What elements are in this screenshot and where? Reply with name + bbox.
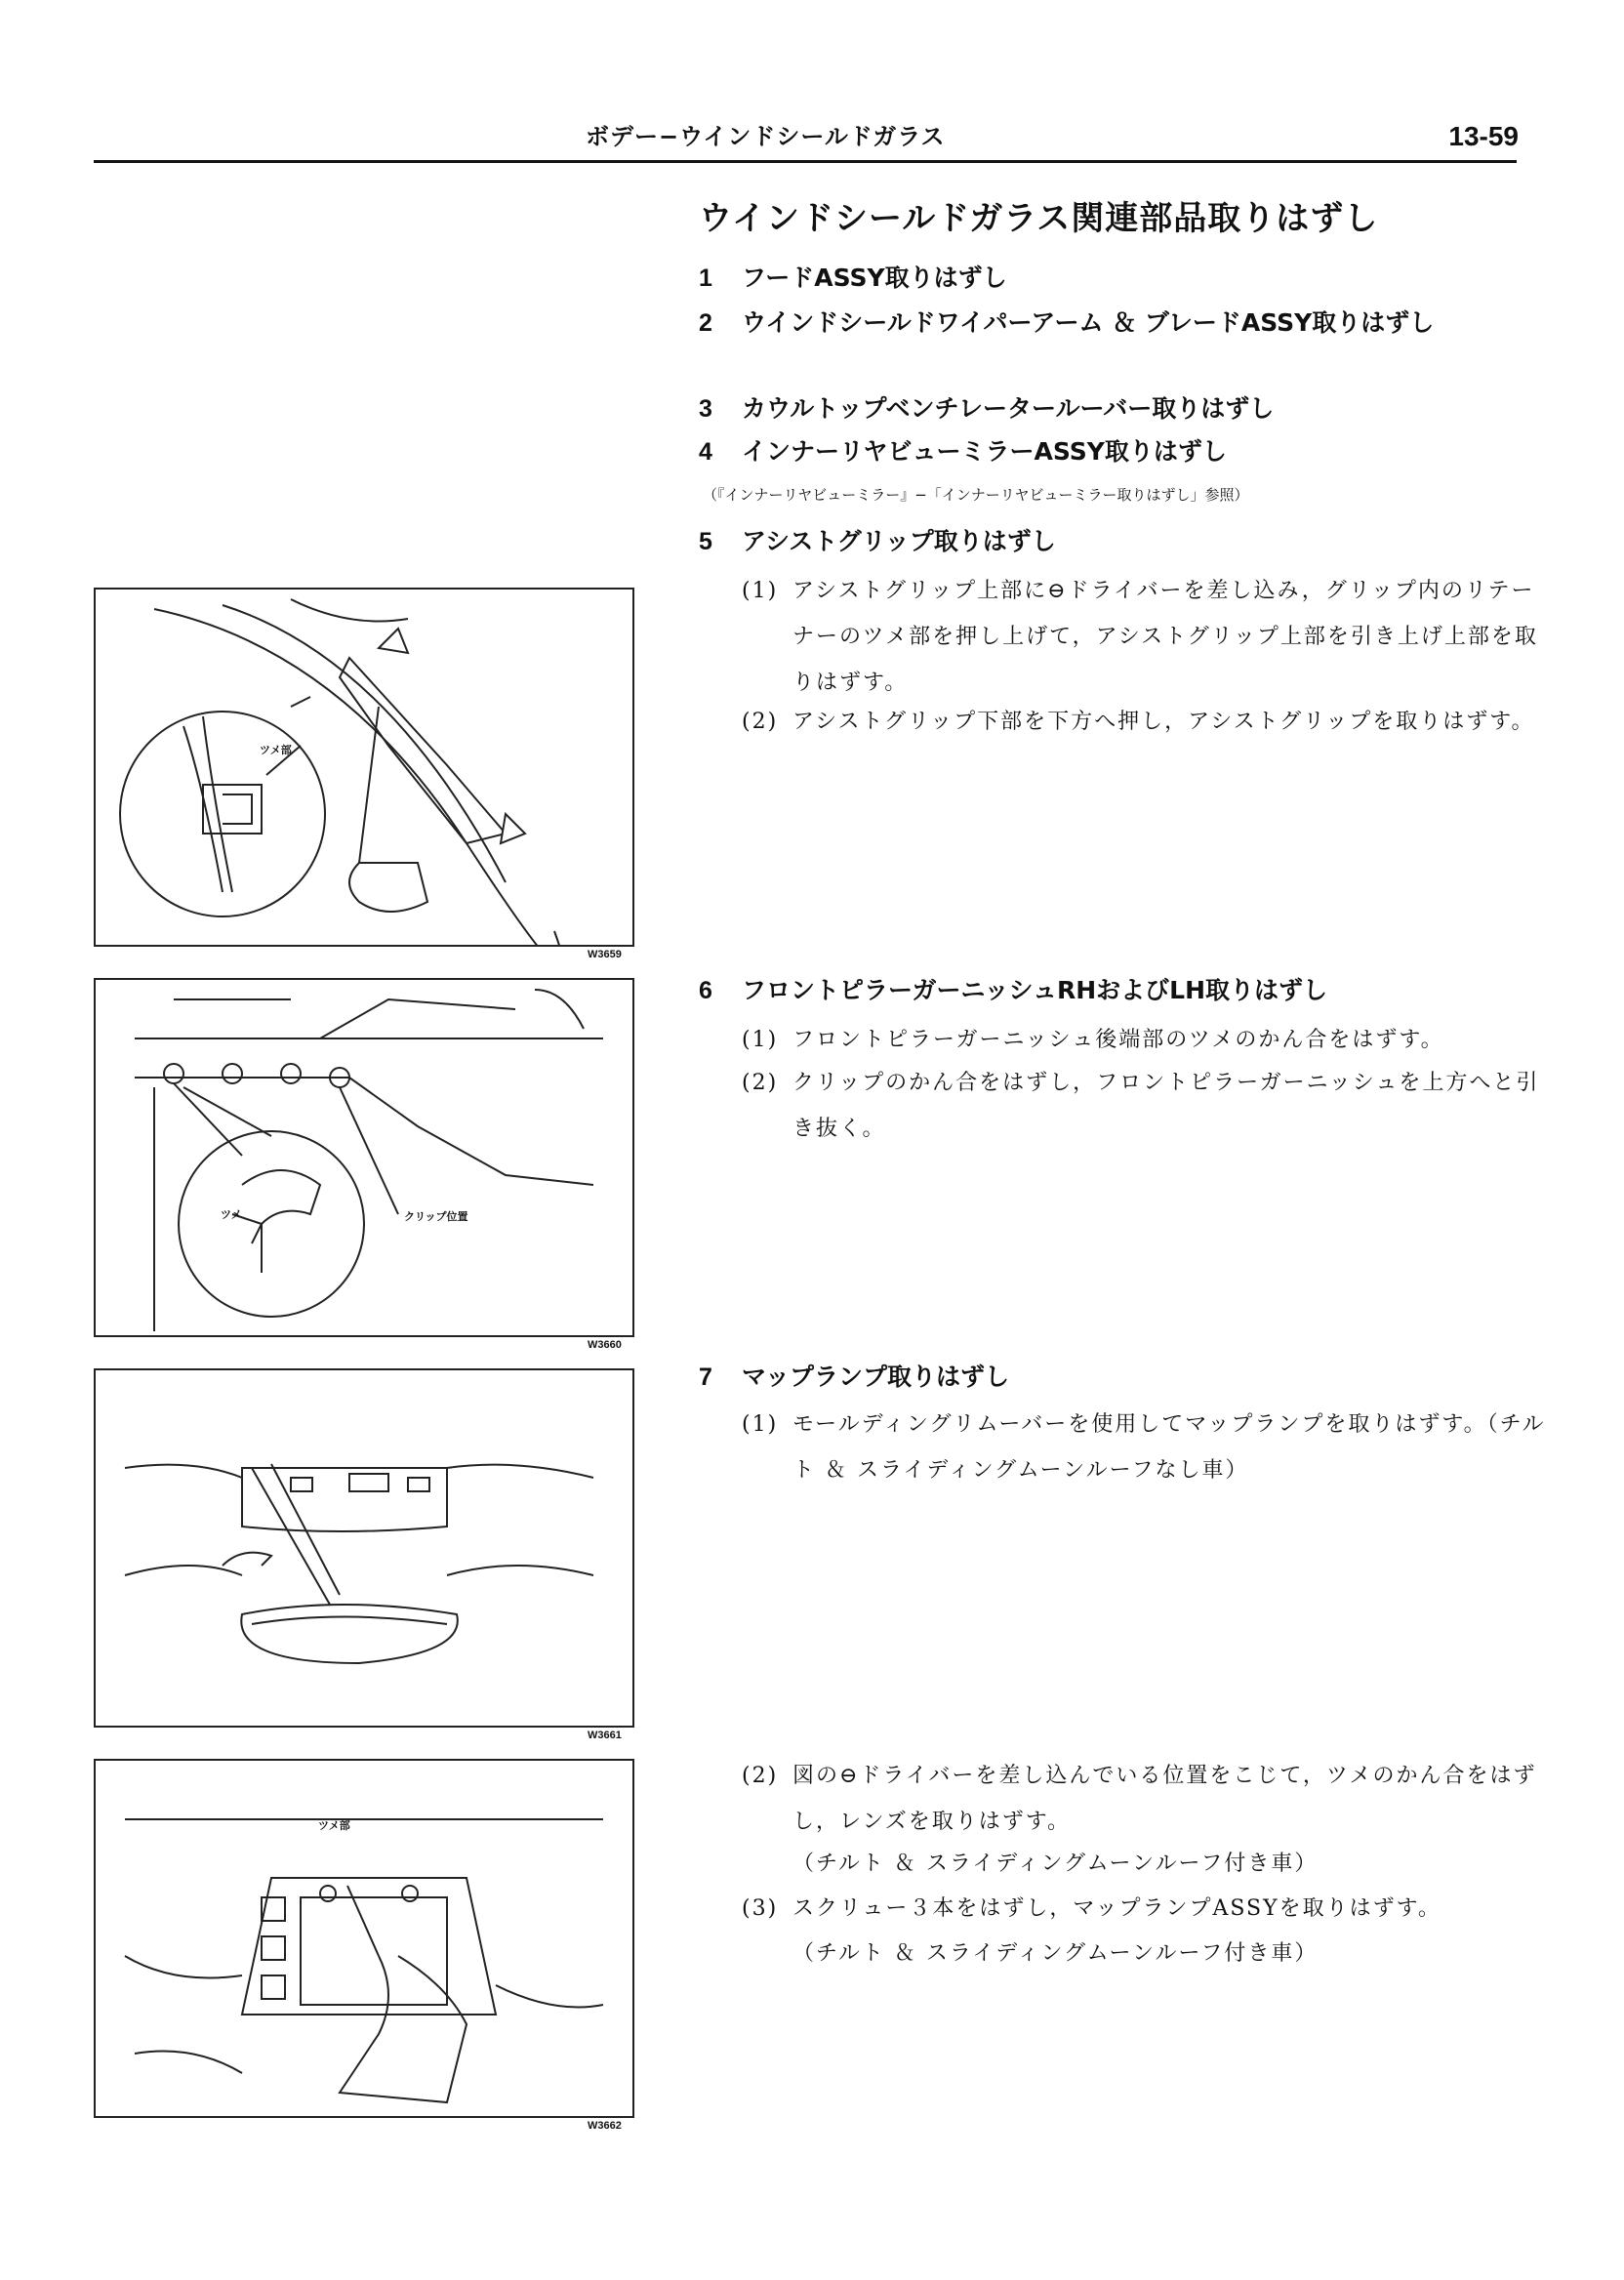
substep-6-2 [742,1060,1554,1152]
step-5 [699,519,1056,564]
substep-number: (2) [742,1071,779,1095]
substep-text: フロントピラーガーニッシュ後端部のツメのかん合をはずす。 [792,1028,1444,1052]
step-7 [699,1355,1009,1400]
step-number: 4 [699,438,712,466]
running-header-title: ボデー−ウインドシールドガラス [586,123,946,150]
step-text: カウルトップベンチレータールーバー取りはずし [742,394,1275,423]
substep-5-1 [742,568,1554,706]
step-number: 1 [699,265,712,292]
substep-number: (2) [742,1764,779,1788]
step-2 [699,301,1522,346]
substep-text: 図の⊖ドライバーを差し込んでいる位置をこじて，ツメのかん合をはずし，レンズを取りはずす。 [792,1764,1537,1834]
step-1 [699,256,1007,301]
substep-6-1 [742,1017,1554,1063]
substep-number: (1) [742,1412,779,1437]
step-text: フロントピラーガーニッシュRHおよびLH取りはずし [742,976,1328,1004]
substep-text: スクリュー３本をはずし，マップランプASSYを取りはずす。 [792,1896,1441,1921]
step-text: ウインドシールドワイパーアーム ＆ ブレードASSY取りはずし [742,308,1435,337]
substep-7-2 [742,1753,1554,1845]
substep-number: (1) [742,1028,779,1052]
figure-assist-grip [94,588,634,947]
substep-text: クリップのかん合をはずし，フロントピラーガーニッシュを上方へと引き抜く。 [792,1071,1540,1141]
step-text: マップランプ取りはずし [742,1363,1010,1391]
figure-callout-clip-position: クリップ位置 [404,1210,468,1223]
figure-callout-claw: ツメ部 [318,1819,350,1832]
substep-7-3 [742,1886,1554,1932]
substep-text: アシストグリップ下部を下方へ押し，アシストグリップを取りはずす。 [792,710,1535,734]
step-3 [699,387,1274,431]
figure-code: W3660 [588,1339,622,1351]
figure-front-pillar-garnish [94,978,634,1337]
substep-7-1 [742,1402,1554,1493]
step-text: アシストグリップ取りはずし [742,527,1056,555]
header-rule [94,160,1517,163]
section-title: ウインドシールドガラス関連部品取りはずし [699,199,1379,238]
substep-7-3-note: （チルト ＆ スライディングムーンルーフ付き車） [792,1941,1319,1966]
figure-map-lamp-removal [94,1368,634,1728]
substep-7-2-note: （チルト ＆ スライディングムーンルーフ付き車） [792,1852,1319,1876]
step-text: インナーリヤビューミラーASSY取りはずし [742,437,1227,466]
step-number: 6 [699,977,712,1004]
substep-text: モールディングリムーバーを使用してマップランプを取りはずす。（チルト ＆ スライディングムーンルーフなし車） [792,1412,1546,1483]
step-number: 3 [699,395,712,423]
substep-number: (1) [742,579,779,603]
figure-callout-claw: ツメ [221,1208,242,1221]
substep-text: アシストグリップ上部に⊖ドライバーを差し込み，グリップ内のリテーナーのツメ部を押し上げて，アシストグリップ上部を引き上げ上部を取りはずす。 [792,579,1538,695]
page-number: 13-59 [1448,121,1519,151]
step-text: フードASSY取りはずし [742,264,1007,292]
substep-number: (3) [742,1896,779,1921]
substep-number: (2) [742,710,779,734]
figure-callout-claw: ツメ部 [260,744,292,756]
step-6 [699,968,1327,1013]
substep-5-2 [742,699,1554,745]
step-4 [699,429,1227,474]
figure-code: W3662 [588,2120,622,2132]
figure-code: W3659 [588,949,622,960]
step-number: 5 [699,528,712,555]
step-number: 7 [699,1364,712,1391]
reference-note: （『インナーリヤビューミラー』−「インナーリヤビューミラー取りはずし」参照） [703,486,1249,504]
step-number: 2 [699,309,712,337]
figure-code: W3661 [588,1730,622,1741]
figure-map-lamp-lens [94,1759,634,2118]
